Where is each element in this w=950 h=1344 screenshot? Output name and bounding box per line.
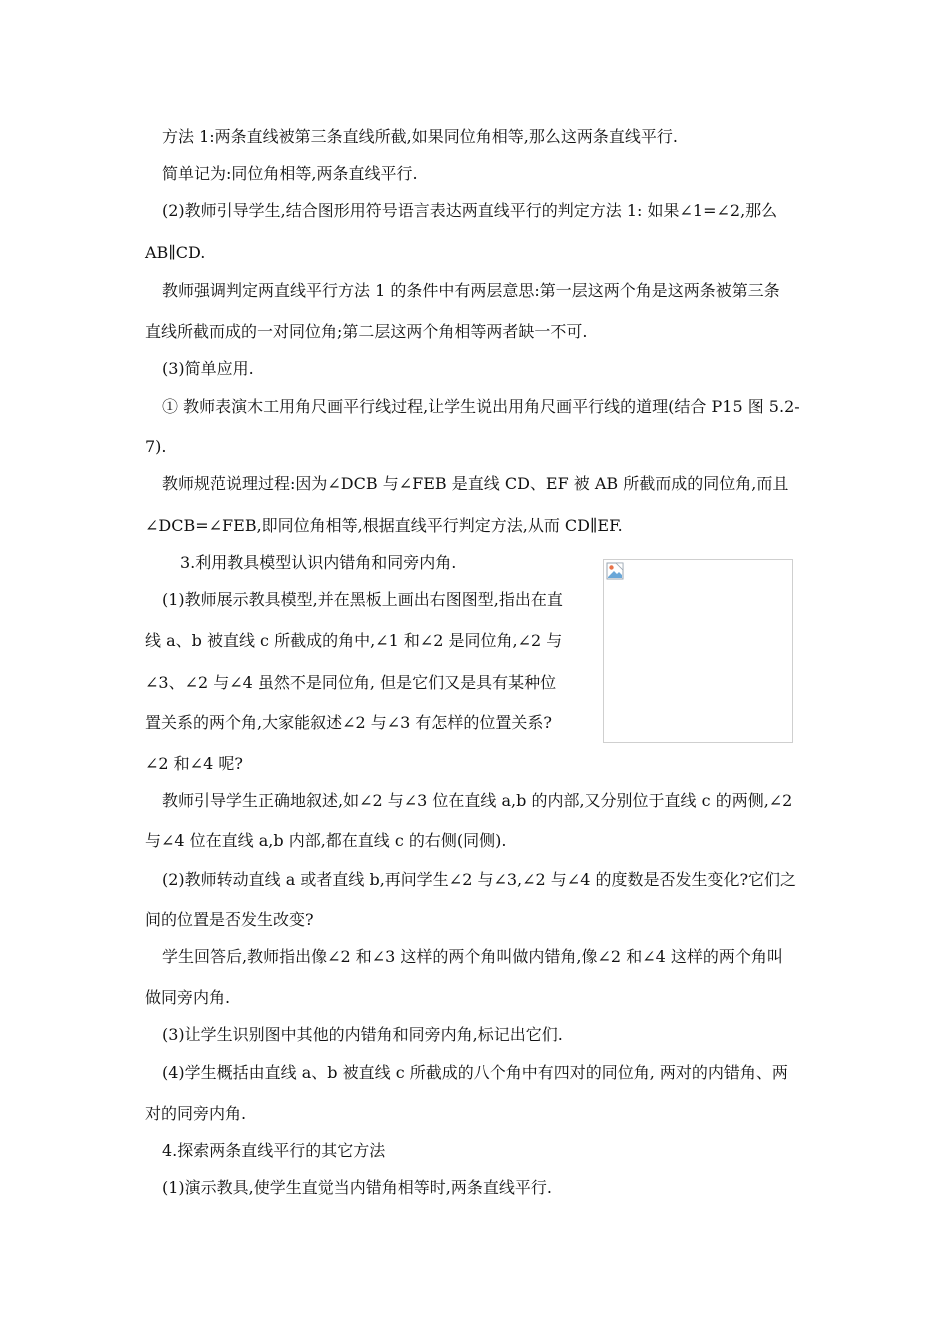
text-line: (3)简单应用. [162,359,254,378]
text-line: 线 a、b 被直线 c 所截成的角中,∠1 和∠2 是同位角,∠2 与 [145,631,563,650]
text-line: 置关系的两个角,大家能叙述∠2 与∠3 有怎样的位置关系? [145,713,553,732]
broken-image-icon [606,562,624,580]
text-line: ① 教师表演木工用角尺画平行线过程,让学生说出用角尺画平行线的道理(结合 P15 图 5.2- [162,397,800,416]
text-line: (2)教师转动直线 a 或者直线 b,再问学生∠2 与∠3,∠2 与∠4 的度数是否发生变化?它们之 [162,870,797,889]
text-line: AB∥CD. [145,243,206,262]
text-line: 与∠4 位在直线 a,b 内部,都在直线 c 的右侧(同侧). [145,831,507,850]
text-line: 对的同旁内角. [145,1104,247,1123]
text-line: (1)教师展示教具模型,并在黑板上画出右图图型,指出在直 [162,590,563,609]
text-line: 学生回答后,教师指出像∠2 和∠3 这样的两个角叫做内错角,像∠2 和∠4 这样的两个角叫 [162,947,783,966]
text-line: 做同旁内角. [145,988,231,1007]
text-line: (2)教师引导学生,结合图形用符号语言表达两直线平行的判定方法 1: 如果∠1=∠2,那么 [162,201,778,220]
text-line: 方法 1:两条直线被第三条直线所截,如果同位角相等,那么这两条直线平行. [162,127,678,146]
text-line: 简单记为:同位角相等,两条直线平行. [162,164,418,183]
text-line: 间的位置是否发生改变? [145,910,314,929]
text-line: ∠2 和∠4 呢? [145,754,243,773]
text-line: (1)演示教具,使学生直觉当内错角相等时,两条直线平行. [162,1178,552,1197]
text-line: 教师引导学生正确地叙述,如∠2 与∠3 位在直线 a,b 的内部,又分别位于直线 c 的两侧,∠2 [162,791,793,810]
text-line: (4)学生概括由直线 a、b 被直线 c 所截成的八个角中有四对的同位角, 两对的内错角、两 [162,1063,788,1082]
text-line: ∠3、∠2 与∠4 虽然不是同位角, 但是它们又是具有某种位 [145,673,557,692]
text-line: 7). [145,437,167,456]
text-line: 4.探索两条直线平行的其它方法 [162,1141,386,1160]
text-line: 教师强调判定两直线平行方法 1 的条件中有两层意思:第一层这两个角是这两条被第三条 [162,281,780,300]
text-line: 教师规范说理过程:因为∠DCB 与∠FEB 是直线 CD、EF 被 AB 所截而成的同位角,而且 [162,474,789,493]
text-line: 3.利用教具模型认识内错角和同旁内角. [180,553,457,572]
figure-placeholder [603,559,793,743]
text-line: (3)让学生识别图中其他的内错角和同旁内角,标记出它们. [162,1025,563,1044]
text-line: 直线所截而成的一对同位角;第二层这两个角相等两者缺一不可. [145,322,588,341]
text-line: ∠DCB=∠FEB,即同位角相等,根据直线平行判定方法,从而 CD∥EF. [145,516,623,535]
